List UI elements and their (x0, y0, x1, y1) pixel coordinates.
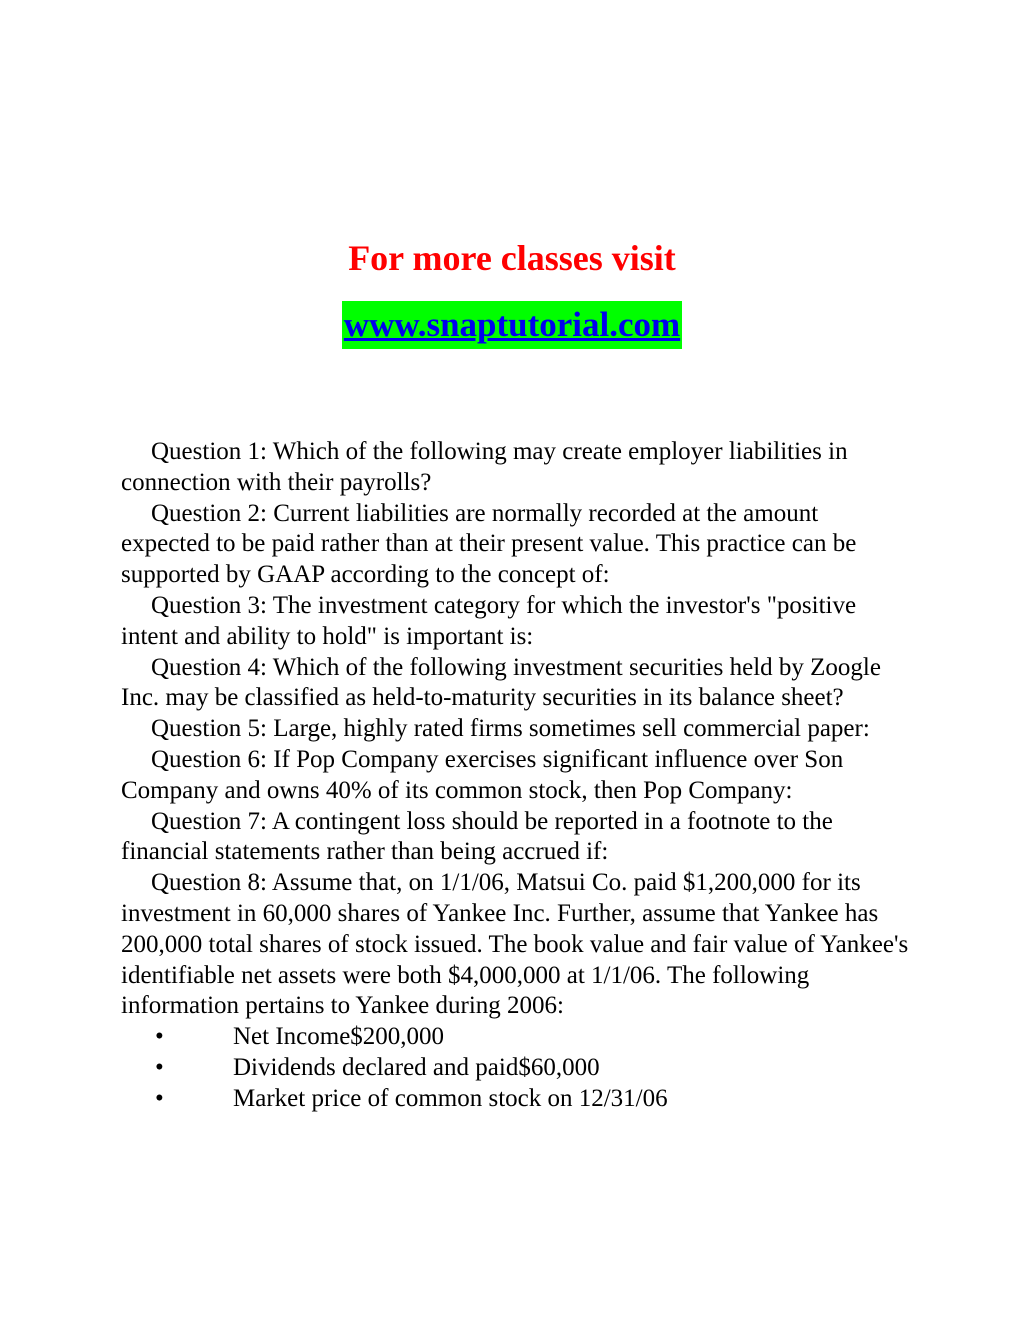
bullet-text: Market price of common stock on 12/31/06 (233, 1084, 668, 1112)
bullet-icon: • (155, 1023, 164, 1051)
snaptutorial-link[interactable]: www.snaptutorial.com (342, 301, 682, 349)
bullet-text: Dividends declared and paid$60,000 (233, 1053, 600, 1081)
question-6: Question 6: If Pop Company exercises significant influence over Son Company and owns 40% of its common stock, then Pop Company: (121, 745, 844, 804)
bullet-item-market-price (121, 1084, 911, 1115)
promo-heading: For more classes visit (348, 238, 676, 278)
bullet-item-net-income (121, 1022, 911, 1053)
question-2: Question 2: Current liabilities are normally recorded at the amount expected to be paid rather than at their present value. This practice can be supported by GAAP according to the concept of: (121, 499, 857, 589)
question-1: Question 1: Which of the following may create employer liabilities in connection with their payrolls? (121, 438, 848, 496)
question-5: Question 5: Large, highly rated firms sometimes sell commercial paper: (151, 715, 870, 743)
question-7: Question 7: A contingent loss should be reported in a footnote to the financial statements rather than being accrued if: (121, 807, 833, 866)
question-4: Question 4: Which of the following investment securities held by Zoogle Inc. may be classified as held-to-maturity securities in its balance sheet? (121, 653, 881, 712)
bullet-icon: • (155, 1084, 164, 1112)
question-3: Question 3: The investment category for which the investor's "positive intent and ability to hold" is important is: (121, 591, 857, 650)
bullet-item-dividends (121, 1053, 911, 1084)
question-list (121, 437, 911, 1115)
question-8: Question 8: Assume that, on 1/1/06, Matsui Co. paid $1,200,000 for its investment in 60,000 shares of Yankee Inc. Further, assume that Yankee has 200,000 total shares of stock issued. The book value and fair value of Yankee's identifiable net assets were both $4,000,000 at 1/1/06. The following information pertains to Yankee during 2006: (121, 869, 909, 1020)
bullet-icon: • (155, 1053, 164, 1081)
bullet-text: Net Income$200,000 (233, 1023, 445, 1051)
promo-link-container (0, 301, 1024, 349)
